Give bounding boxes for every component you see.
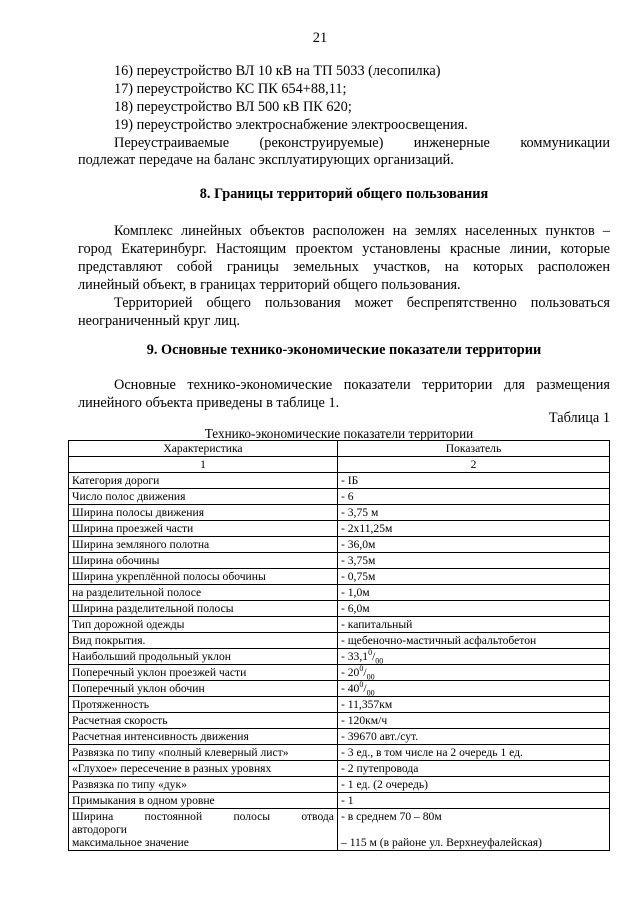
row-name: Ширина обочины	[69, 553, 338, 569]
per-mille-sub: 00	[375, 656, 384, 666]
row-value-text: - 39670 авт./сут.	[341, 730, 419, 743]
header-indicator: Показатель	[338, 441, 610, 457]
list-item-18: 18) переустройство ВЛ 500 кВ ПК 620;	[114, 99, 352, 115]
row-value	[338, 665, 610, 681]
paragraph-line: представляют собой границы земельных участков, на которых расположен	[78, 259, 610, 275]
paragraph-line: Территорией общего пользования может беспрепятственно пользоваться	[114, 295, 610, 311]
row-name: Тип дорожной одежды	[69, 617, 338, 633]
row-value	[338, 553, 610, 569]
table-column-numbers-row	[69, 457, 610, 473]
row-value	[338, 505, 610, 521]
row-name: Расчетная интенсивность движения	[69, 729, 338, 745]
row-value	[338, 793, 610, 809]
column-number-1: 1	[69, 457, 338, 473]
table-row	[69, 681, 610, 697]
table-row	[69, 633, 610, 649]
row-name: Число полос движения	[69, 489, 338, 505]
row-name	[69, 809, 338, 851]
row-value	[338, 745, 610, 761]
row-value	[338, 569, 610, 585]
row-value-text: - 33,1	[341, 650, 369, 663]
row-name: Поперечный уклон обочин	[69, 681, 338, 697]
table-row	[69, 601, 610, 617]
table-row	[69, 793, 610, 809]
row-name: Вид покрытия.	[69, 633, 338, 649]
row-name: Категория дороги	[69, 473, 338, 489]
row-name: на разделительной полосе	[69, 585, 338, 601]
row-value-text: - 40	[341, 682, 360, 695]
per-mille-sup: 0	[368, 648, 373, 658]
row-name: Ширина проезжей части	[69, 521, 338, 537]
row-value	[338, 713, 610, 729]
row-value	[338, 521, 610, 537]
table-row	[69, 777, 610, 793]
per-mille-sub: 00	[366, 688, 375, 698]
row-name: Примыкания в одном уровне	[69, 793, 338, 809]
per-mille-slash: /	[363, 682, 367, 695]
table-header-row	[69, 441, 610, 457]
row-value	[338, 681, 610, 697]
row-value	[338, 777, 610, 793]
table-row	[69, 537, 610, 553]
table-row-road-strip-width	[69, 809, 610, 851]
row-name: Ширина полосы движения	[69, 505, 338, 521]
table-row	[69, 649, 610, 665]
table-row	[69, 729, 610, 745]
table-row	[69, 585, 610, 601]
row-value-text: - 11,357км	[341, 698, 393, 711]
row-value	[338, 809, 610, 851]
row-name: «Глухое» пересечение в разных уровнях	[69, 761, 338, 777]
row-value	[338, 761, 610, 777]
row-name: Расчетная скорость	[69, 713, 338, 729]
paragraph-line: линейного объекта приведены в таблице 1.	[78, 395, 340, 411]
row-value	[338, 585, 610, 601]
paragraph-line: неограниченный круг лиц.	[78, 313, 240, 329]
row-value-text: - 1,0м	[341, 586, 370, 599]
per-mille-slash: /	[372, 650, 376, 663]
table-row	[69, 745, 610, 761]
per-mille-slash: /	[363, 666, 367, 679]
row-value-text: - 3,75 м	[341, 506, 379, 519]
row-value-text: - капитальный	[341, 618, 413, 631]
row-value	[338, 633, 610, 649]
row-value	[338, 729, 610, 745]
per-mille-sup: 0	[359, 664, 364, 674]
table-row	[69, 489, 610, 505]
row-name: Наибольший продольный уклон	[69, 649, 338, 665]
row-value-line-3: – 115 м (в районе ул. Верхнеуфалейская)	[341, 836, 542, 849]
section-9-heading: 9. Основные технико-экономические показатели территории	[146, 342, 542, 358]
table-row	[69, 713, 610, 729]
indicators-table	[68, 440, 610, 851]
paragraph-line: Переустраиваемые (реконструируемые) инженерные коммуникации	[114, 135, 610, 151]
row-value-text: - 0,75м	[341, 570, 376, 583]
row-name-line-3: максимальное значение	[72, 836, 189, 849]
per-mille-sub: 00	[366, 672, 375, 682]
row-value-text: - 1	[341, 794, 354, 807]
per-mille-sup: 0	[359, 680, 364, 690]
paragraph-line: Комплекс линейных объектов расположен на землях населенных пунктов –	[114, 223, 610, 239]
row-value	[338, 697, 610, 713]
row-name: Развязка по типу «дук»	[69, 777, 338, 793]
row-name: Ширина земляного полотна	[69, 537, 338, 553]
row-value-text: - 2х11,25м	[341, 522, 393, 535]
header-characteristic: Характеристика	[69, 441, 338, 457]
table-row	[69, 505, 610, 521]
row-value-text: - 6,0м	[341, 602, 370, 615]
row-name: Ширина укреплённой полосы обочины	[69, 569, 338, 585]
row-value	[338, 649, 610, 665]
row-value-text: - 2 путепровода	[341, 762, 419, 775]
row-value-text: - 36,0м	[341, 538, 376, 551]
paragraph-line: линейный объект, в границах территорий общего пользования.	[78, 277, 461, 293]
row-value-text: - 6	[341, 490, 354, 503]
list-item-16: 16) переустройство ВЛ 10 кВ на ТП 5033 (лесопилка)	[114, 63, 441, 79]
row-name: Поперечный уклон проезжей части	[69, 665, 338, 681]
table-label: Таблица 1	[548, 410, 610, 426]
table-row	[69, 521, 610, 537]
row-value-line-1: - в среднем 70 – 80м	[341, 810, 442, 823]
table-row	[69, 697, 610, 713]
row-name: Протяженность	[69, 697, 338, 713]
table-row	[69, 569, 610, 585]
paragraph-line: подлежат передаче на баланс эксплуатирующих организаций.	[78, 152, 454, 168]
list-item-19: 19) переустройство электроснабжение электроосвещения.	[114, 117, 468, 133]
row-value-text: - 3 ед., в том числе на 2 очередь 1 ед.	[341, 746, 523, 759]
table-row	[69, 553, 610, 569]
table-caption: Технико-экономические показатели территории	[204, 426, 474, 441]
table-row	[69, 617, 610, 633]
row-value-text: - 1 ед. (2 очередь)	[341, 778, 429, 791]
table-row	[69, 665, 610, 681]
paragraph-line: город Екатеринбург. Настоящим проектом установлены красные линии, которые	[78, 241, 610, 257]
row-value-text: - 3,75м	[341, 554, 376, 567]
row-name: Ширина разделительной полосы	[69, 601, 338, 617]
row-value-text: - щебеночно-мастичный асфальтобетон	[341, 634, 537, 647]
column-number-2: 2	[338, 457, 610, 473]
row-value	[338, 537, 610, 553]
row-value	[338, 617, 610, 633]
row-name: Развязка по типу «полный клеверный лист»	[69, 745, 338, 761]
row-value-text: - IБ	[341, 474, 359, 487]
row-value-line-2	[341, 823, 606, 836]
row-value	[338, 473, 610, 489]
table-row	[69, 473, 610, 489]
row-value	[338, 489, 610, 505]
table-row	[69, 761, 610, 777]
section-8-heading: 8. Границы территорий общего пользования	[199, 186, 489, 202]
paragraph-line: Основные технико-экономические показатели территории для размещения	[114, 377, 610, 393]
row-value-text: - 20	[341, 666, 360, 679]
row-value	[338, 601, 610, 617]
list-item-17: 17) переустройство КС ПК 654+88,11;	[114, 81, 347, 97]
row-value-text: - 120км/ч	[341, 714, 388, 727]
page-number: 21	[312, 30, 328, 46]
row-name-line-1: Ширина постоянной полосы отвода	[72, 810, 334, 823]
row-name-line-2: автодороги	[72, 823, 127, 836]
